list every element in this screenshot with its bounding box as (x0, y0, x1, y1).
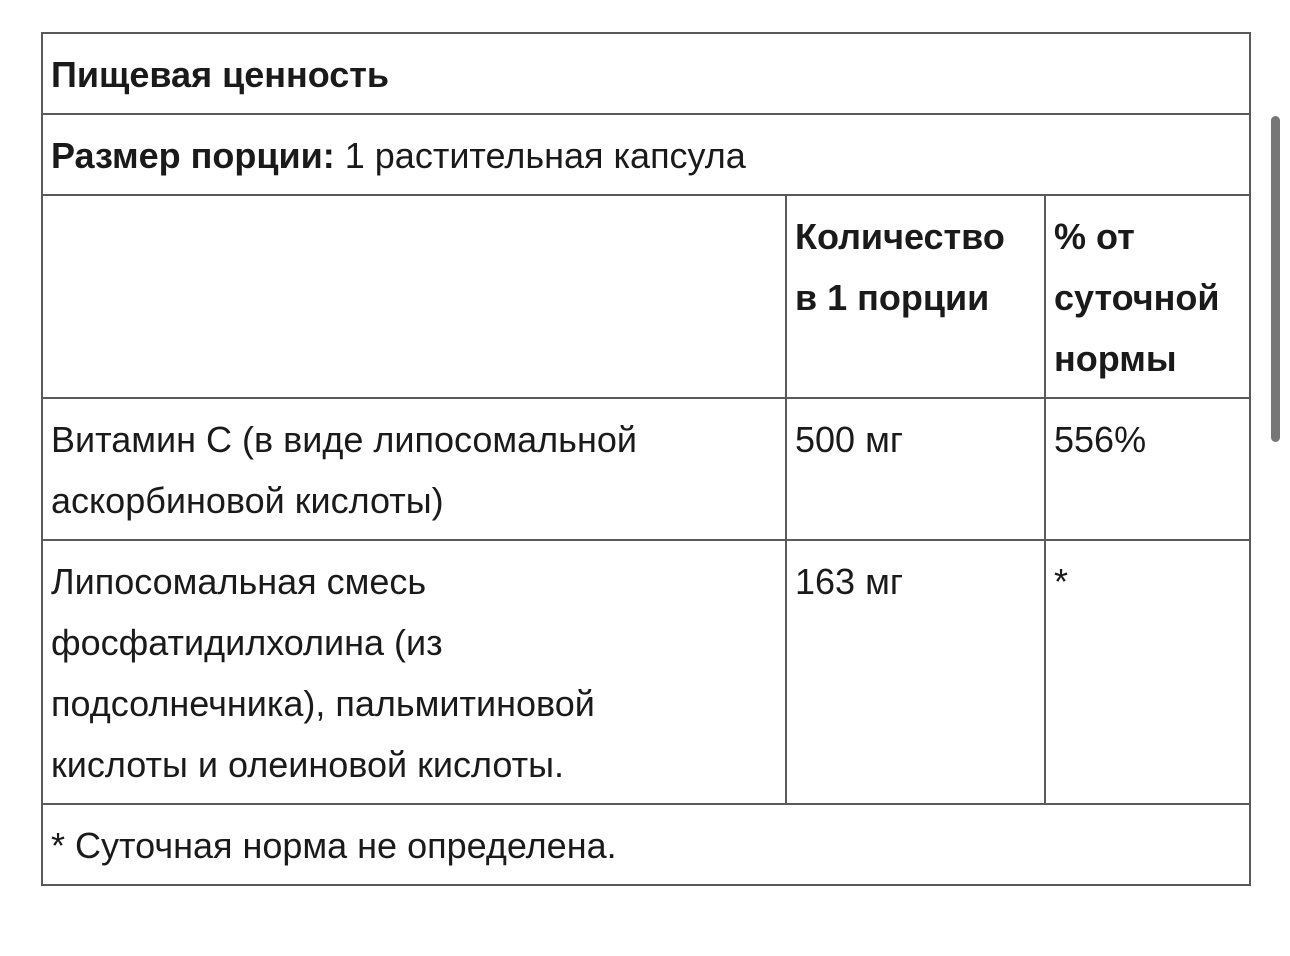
row-name-line: Витамин С (в виде липосомальной (51, 419, 637, 460)
row-name-line: Липосомальная смесь (51, 561, 427, 602)
header-daily-value (1045, 195, 1250, 398)
footnote: * Суточная норма не определена. (42, 804, 1250, 885)
table-row (42, 398, 1250, 540)
header-dv-line: нормы (1054, 338, 1177, 379)
table-title-cell (42, 33, 1250, 114)
row-amount: 163 мг (786, 540, 1045, 804)
row-name (42, 398, 786, 540)
header-dv-line: % от (1054, 216, 1135, 257)
row-name-line: кислоты и олеиновой кислоты. (51, 744, 564, 785)
header-amount-line: в 1 порции (795, 277, 990, 318)
row-daily-value: * (1045, 540, 1250, 804)
vertical-scrollbar[interactable] (1271, 116, 1280, 442)
row-name-line: аскорбиновой кислоты) (51, 480, 444, 521)
header-empty-cell (42, 195, 786, 398)
row-amount: 500 мг (786, 398, 1045, 540)
header-amount (786, 195, 1045, 398)
table-row (42, 540, 1250, 804)
serving-cell (42, 114, 1250, 195)
row-name-line: подсолнечника), пальмитиновой (51, 683, 595, 724)
serving-value: 1 растительная капсула (344, 135, 746, 176)
row-name-line: фосфатидилхолина (из (51, 622, 443, 663)
header-row (42, 195, 1250, 398)
serving-row (42, 114, 1250, 195)
table-title: Пищевая ценность (51, 54, 390, 95)
header-amount-line: Количество (795, 216, 1005, 257)
row-daily-value: 556% (1045, 398, 1250, 540)
title-row (42, 33, 1250, 114)
footnote-row (42, 804, 1250, 885)
row-name (42, 540, 786, 804)
serving-label: Размер порции: (51, 135, 335, 176)
nutrition-facts-table (41, 32, 1251, 886)
header-dv-line: суточной (1054, 277, 1220, 318)
